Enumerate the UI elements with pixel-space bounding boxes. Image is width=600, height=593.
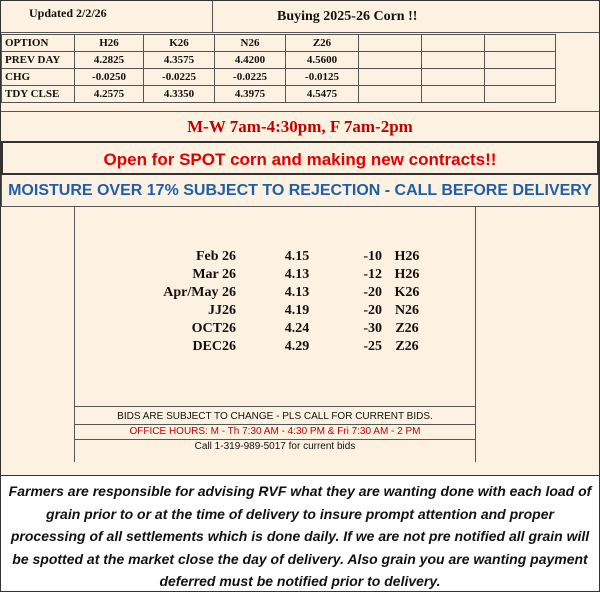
- bid-month: Mar 26: [192, 267, 236, 282]
- table-cell: 4.3575: [144, 52, 215, 69]
- bid-row: [160, 248, 432, 266]
- table-cell: 4.5475: [286, 86, 359, 103]
- table-cell: -0.0125: [286, 69, 359, 86]
- bid-row: [160, 302, 432, 320]
- bid-price: 4.13: [284, 267, 310, 282]
- empty-cell: [485, 69, 556, 86]
- bid-month: Apr/May 26: [163, 285, 236, 300]
- empty-cell: [359, 86, 422, 103]
- empty-cell: [485, 35, 556, 52]
- bid-futures-month: Z26: [395, 339, 419, 354]
- bid-basis: -10: [363, 249, 382, 264]
- page-title: Buying 2025-26 Corn !!: [277, 9, 418, 24]
- bid-row: [160, 320, 432, 338]
- bid-price: 4.15: [284, 249, 310, 264]
- bid-price: 4.24: [284, 321, 310, 336]
- bid-price: 4.13: [284, 285, 310, 300]
- updated-date-cell: [1, 1, 213, 33]
- table-cell: 4.5600: [286, 52, 359, 69]
- bid-notes: [75, 406, 475, 454]
- table-cell: -0.0225: [144, 69, 215, 86]
- row-label: PREV DAY: [2, 52, 75, 69]
- row-label: CHG: [2, 69, 75, 86]
- table-cell: 4.2825: [75, 52, 144, 69]
- empty-cell: [422, 86, 485, 103]
- table-cell: -0.0250: [75, 69, 144, 86]
- bid-month: DEC26: [192, 339, 236, 354]
- bid-basis: -25: [363, 339, 382, 354]
- bid-futures-month: K26: [394, 285, 420, 300]
- table-row: [2, 69, 556, 86]
- spot-corn-banner: Open for SPOT corn and making new contracts!!: [1, 141, 599, 175]
- cash-bids-box: [74, 207, 476, 462]
- futures-header-row: [2, 35, 556, 52]
- bids-disclaimer: BIDS ARE SUBJECT TO CHANGE - PLS CALL FOR CURRENT BIDS.: [75, 407, 475, 425]
- moisture-warning-banner: MOISTURE OVER 17% SUBJECT TO REJECTION - CALL BEFORE DELIVERY: [1, 175, 599, 207]
- bid-futures-month: H26: [394, 267, 420, 282]
- title-cell: [213, 1, 599, 33]
- bid-futures-month: N26: [394, 303, 420, 318]
- row-label: TDY CLSE: [2, 86, 75, 103]
- phone-number: Call 1-319-989-5017 for current bids: [194, 441, 356, 452]
- bid-month: JJ26: [208, 303, 236, 318]
- table-cell: 4.2575: [75, 86, 144, 103]
- bid-futures-month: H26: [394, 249, 420, 264]
- bid-month: OCT26: [191, 321, 236, 336]
- updated-date: Updated 2/2/26: [29, 6, 107, 20]
- empty-cell: [422, 69, 485, 86]
- empty-cell: [359, 35, 422, 52]
- column-header: H26: [75, 35, 144, 52]
- empty-cell: [359, 52, 422, 69]
- office-hours: OFFICE HOURS: M - Th 7:30 AM - 4:30 PM & Fri 7:30 AM - 2 PM: [75, 425, 475, 440]
- bid-basis: -12: [363, 267, 382, 282]
- empty-cell: [485, 52, 556, 69]
- empty-cell: [485, 86, 556, 103]
- column-header: Z26: [286, 35, 359, 52]
- cash-bids-table: [160, 248, 432, 356]
- bid-price: 4.29: [284, 339, 310, 354]
- empty-cell: [422, 35, 485, 52]
- column-header: N26: [215, 35, 286, 52]
- column-header: OPTION: [2, 35, 75, 52]
- farmer-notice: Farmers are responsible for advising RVF what they are wanting done with each load of grain prior to or at the time of delivery to insure prompt attention and proper processing of all settlements which is done daily. If we are not pre notified all grain will be spotted at the market close the day of delivery. Also grain you are wanting payment deferred must be notified prior to delivery.: [1, 475, 599, 591]
- hours-banner: M-W 7am-4:30pm, F 7am-2pm: [1, 111, 599, 141]
- futures-table: [1, 34, 556, 103]
- bid-price: 4.19: [284, 303, 310, 318]
- bid-month: Feb 26: [195, 249, 236, 264]
- table-cell: 4.4200: [215, 52, 286, 69]
- table-cell: 4.3350: [144, 86, 215, 103]
- table-row: [2, 52, 556, 69]
- table-row: [2, 86, 556, 103]
- table-cell: 4.3975: [215, 86, 286, 103]
- bid-basis: -20: [363, 303, 382, 318]
- bid-row: [160, 338, 432, 356]
- bid-row: [160, 284, 432, 302]
- bid-basis: -20: [363, 285, 382, 300]
- bid-basis: -30: [363, 321, 382, 336]
- empty-cell: [422, 52, 485, 69]
- empty-cell: [359, 69, 422, 86]
- column-header: K26: [144, 35, 215, 52]
- bid-futures-month: Z26: [395, 321, 419, 336]
- table-cell: -0.0225: [215, 69, 286, 86]
- bid-row: [160, 266, 432, 284]
